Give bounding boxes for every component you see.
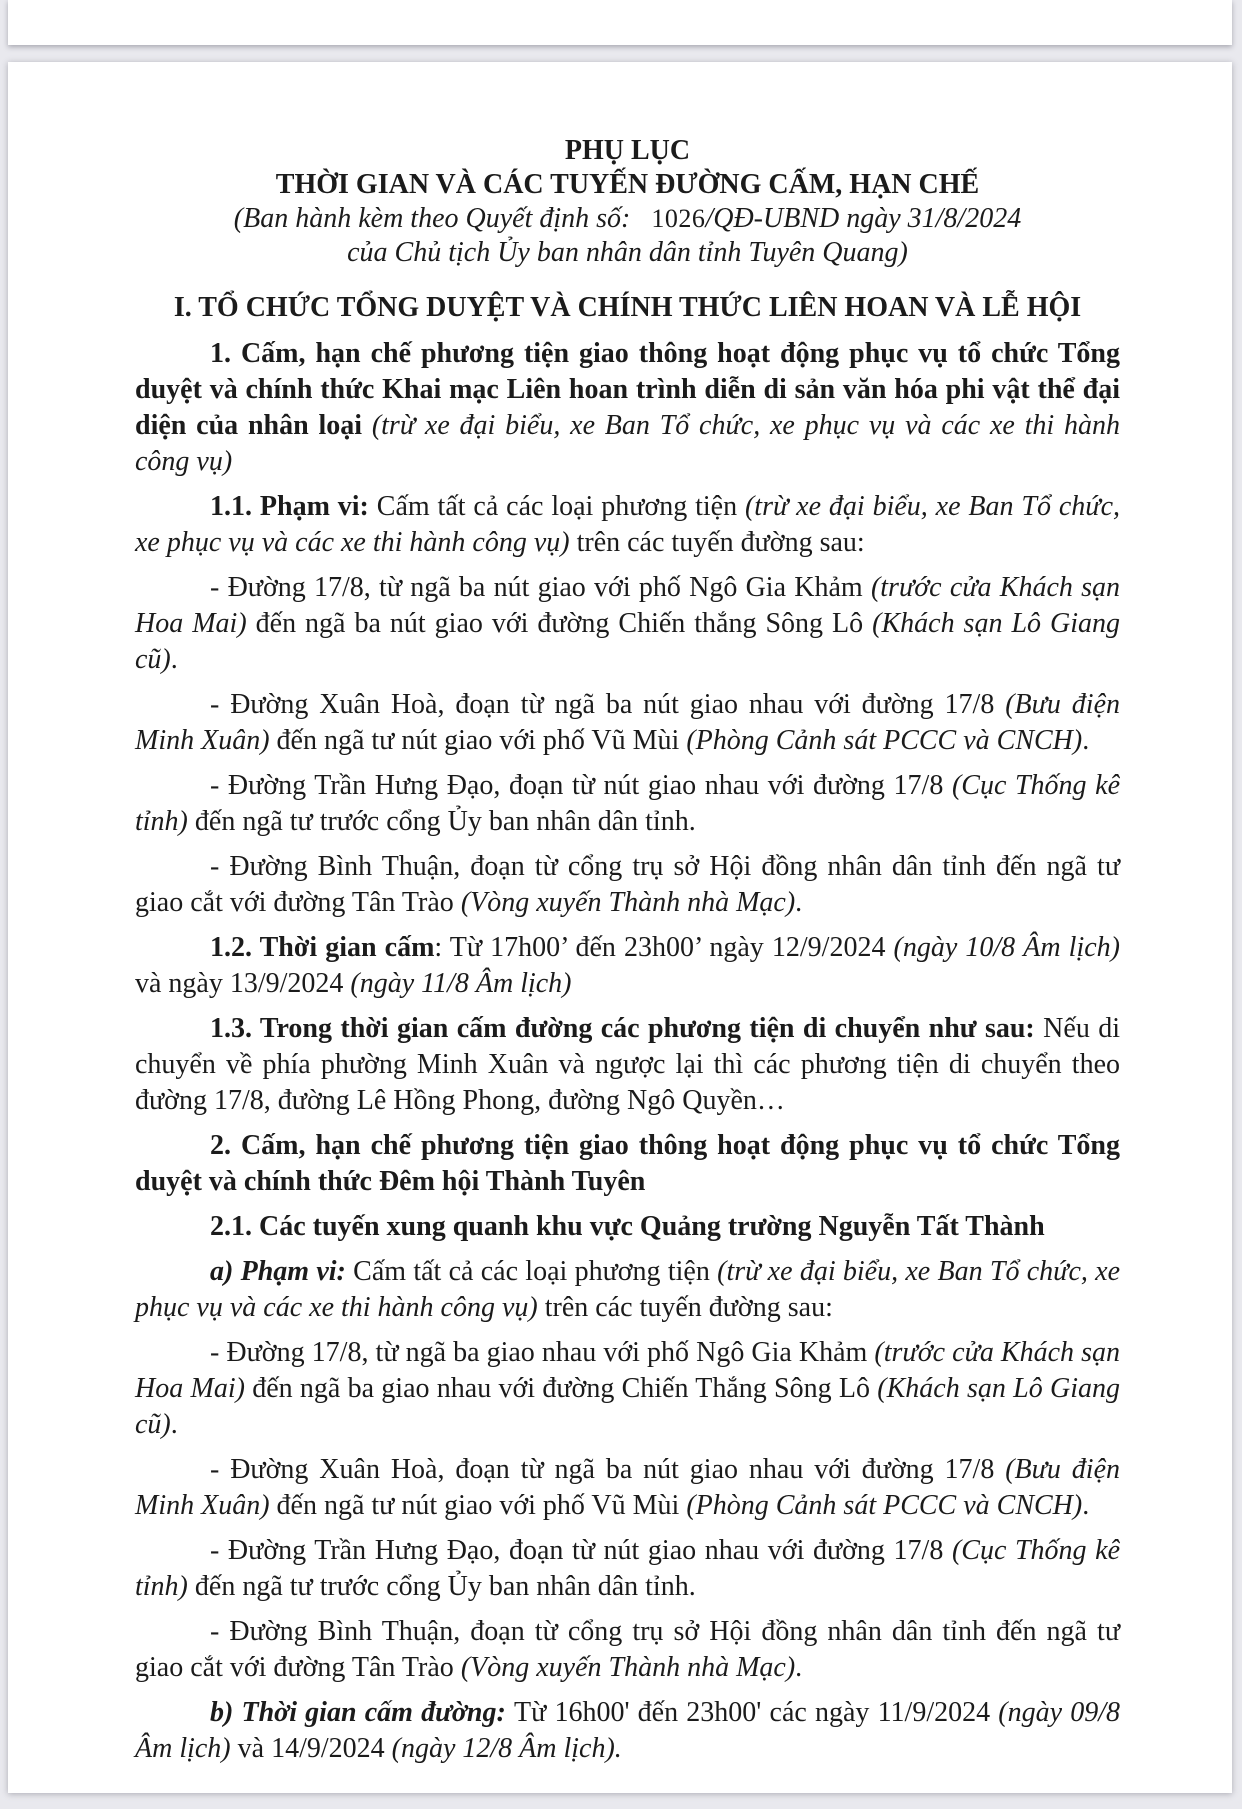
route-item-2-3 (135, 1533, 1120, 1605)
text-run: (trước cửa Khách sạn Hoa Mai) (135, 1337, 1120, 1404)
text-run: đến ngã tư nút giao với phố Vũ Mùi (276, 725, 687, 756)
text-run: a) Phạm vi: (210, 1256, 354, 1287)
text-run: đến ngã ba giao nhau với đường Chiến Thắng Sông Lô (252, 1373, 878, 1404)
text-run: - Đường Bình Thuận, đoạn từ cổng trụ sở Hội đồng nhân dân tỉnh đến ngã tư giao cắt với đường Tân Trào (135, 1616, 1120, 1683)
text-run: - Đường 17/8, từ ngã ba giao nhau với phố Ngô Gia Khảm (210, 1337, 875, 1368)
text-run: Từ 16h00' đến 23h00' các ngày 11/9/2024 (513, 1697, 999, 1728)
text-run: (ngày 11/8 Âm lịch) (350, 968, 572, 999)
para-1 (135, 336, 1120, 480)
text-run: - Đường Trần Hưng Đạo, đoạn từ nút giao nhau với đường 17/8 (210, 770, 952, 801)
text-run: - Đường 17/8, từ ngã ba nút giao với phố Ngô Gia Khảm (210, 572, 871, 603)
text-run: (trước cửa Khách sạn Hoa Mai) (135, 572, 1121, 639)
text-run: . (1082, 1490, 1090, 1521)
route-item-1-4 (135, 849, 1120, 921)
appendix-subtitle (135, 168, 1120, 202)
text-run: và 14/9/2024 (237, 1733, 392, 1764)
text-run: 1.2. Thời gian cấm (210, 932, 435, 963)
para-2-1 (135, 1209, 1120, 1245)
text-run: THỜI GIAN VÀ CÁC TUYẾN ĐƯỜNG CẤM, HẠN CHẾ (275, 169, 980, 200)
text-run: . (170, 644, 178, 675)
text-run: (Cục Thống kê tỉnh) (135, 1535, 1120, 1602)
text-run: . (170, 1409, 178, 1440)
text-run: đến ngã tư trước cổng Ủy ban nhân dân tỉnh. (194, 806, 696, 837)
text-run: (Cục Thống kê tỉnh) (135, 770, 1120, 837)
text-run: Cấm tất cả các loại phương tiện (376, 491, 745, 522)
para-2b-time (135, 1695, 1120, 1767)
para-1-1-scope (135, 489, 1120, 561)
text-run: trên các tuyến đường sau: (576, 527, 865, 558)
text-run: (Vòng xuyến Thành nhà Mạc) (460, 887, 796, 918)
text-run: . (795, 887, 803, 918)
text-run: đến ngã tư trước cổng Ủy ban nhân dân tỉnh. (194, 1571, 696, 1602)
para-2 (135, 1128, 1120, 1200)
text-run: 1026 (630, 204, 706, 233)
document-body (135, 134, 1120, 1767)
route-item-1-2 (135, 687, 1120, 759)
text-run: (Khách sạn Lô Giang cũ) (135, 1373, 1120, 1440)
route-item-2-1 (135, 1335, 1120, 1443)
text-run: (trừ xe đại biểu, xe Ban Tổ chức, xe phục vụ và các xe thi hành công vụ) (135, 491, 1120, 558)
text-run: I. TỔ CHỨC TỔNG DUYỆT VÀ CHÍNH THỨC LIÊN HOAN VÀ LỄ HỘI (173, 292, 1082, 323)
para-1-3-detour (135, 1011, 1120, 1119)
text-run: 2.1. Các tuyến xung quanh khu vực Quảng trường Nguyễn Tất Thành (210, 1211, 1045, 1242)
route-item-1-1 (135, 570, 1120, 678)
text-run: (Khách sạn Lô Giang cũ) (135, 608, 1121, 675)
text-run: (trừ xe đại biểu, xe Ban Tổ chức, xe phục vụ và các xe thi hành công vụ) (135, 410, 1120, 477)
route-item-2-4 (135, 1614, 1120, 1686)
text-run: trên các tuyến đường sau: (544, 1292, 833, 1323)
text-run: (trừ xe đại biểu, xe Ban Tổ chức, xe phục vụ và các xe thi hành công vụ) (135, 1256, 1121, 1323)
appendix-title (135, 134, 1120, 168)
text-run: PHỤ LỤC (564, 135, 691, 166)
text-run: Cấm tất cả các loại phương tiện (353, 1256, 718, 1287)
text-run: (Bưu điện Minh Xuân) (135, 689, 1121, 756)
text-run: (Vòng xuyến Thành nhà Mạc) (460, 1652, 796, 1683)
text-run: (ngày 10/8 Âm lịch) (893, 932, 1120, 963)
text-run: Nếu di chuyển về phía phường Minh Xuân và ngược lại thì các phương tiện di chuyển theo đường 17/8, đường Lê Hồng Phong, đường Ngô Quyền… (135, 1013, 1120, 1116)
text-run: : Từ 17h00’ đến 23h00’ ngày 12/9/2024 (434, 932, 894, 963)
text-run: - Đường Trần Hưng Đạo, đoạn từ nút giao nhau với đường 17/8 (210, 1535, 952, 1566)
issuance-note-line-2 (135, 236, 1120, 270)
text-run: 1.3. Trong thời gian cấm đường các phương tiện di chuyển như sau: (210, 1013, 1044, 1044)
text-run: (Bưu điện Minh Xuân) (135, 1454, 1121, 1521)
text-run: - Đường Xuân Hoà, đoạn từ ngã ba nút giao nhau với đường 17/8 (210, 1454, 1006, 1485)
text-run: (Phòng Cảnh sát PCCC và CNCH) (686, 725, 1083, 756)
text-run: đến ngã ba nút giao với đường Chiến thắng Sông Lô (255, 608, 873, 639)
section-1-heading (135, 290, 1120, 326)
previous-page-bottom-edge (8, 0, 1232, 45)
text-run: /QĐ-UBND ngày 31/8/2024 (705, 203, 1022, 234)
text-run: . (1082, 725, 1090, 756)
text-run: (Ban hành kèm theo Quyết định số: (233, 203, 631, 234)
text-run: - Đường Bình Thuận, đoạn từ cổng trụ sở Hội đồng nhân dân tỉnh đến ngã tư giao cắt với đường Tân Trào (135, 851, 1120, 918)
document-page (8, 62, 1232, 1793)
route-item-1-3 (135, 768, 1120, 840)
para-1-2-time (135, 930, 1120, 1002)
route-item-2-2 (135, 1452, 1120, 1524)
text-run: của Chủ tịch Ủy ban nhân dân tỉnh Tuyên Quang) (347, 237, 908, 268)
issuance-note-line-1 (135, 202, 1120, 236)
text-run: (ngày 09/8 Âm lịch) (135, 1697, 1121, 1764)
text-run: (Phòng Cảnh sát PCCC và CNCH) (686, 1490, 1083, 1521)
text-run: - Đường Xuân Hoà, đoạn từ ngã ba nút giao nhau với đường 17/8 (210, 689, 1006, 720)
text-run: 1. Cấm, hạn chế phương tiện giao thông hoạt động phục vụ tổ chức Tổng duyệt và chính thức Khai mạc Liên hoan trình diễn di sản văn hóa phi vật thể đại diện của nhân loại (135, 338, 1120, 441)
text-run: và ngày 13/9/2024 (135, 968, 351, 999)
text-run: đến ngã tư nút giao với phố Vũ Mùi (276, 1490, 687, 1521)
text-run: 2. Cấm, hạn chế phương tiện giao thông hoạt động phục vụ tổ chức Tổng duyệt và chính thức Đêm hội Thành Tuyên (135, 1130, 1120, 1197)
para-2a-scope (135, 1254, 1120, 1326)
text-run: b) Thời gian cấm đường: (210, 1697, 514, 1728)
text-run: (ngày 12/8 Âm lịch). (391, 1733, 622, 1764)
text-run: 1.1. Phạm vi: (210, 491, 377, 522)
text-run: . (795, 1652, 803, 1683)
